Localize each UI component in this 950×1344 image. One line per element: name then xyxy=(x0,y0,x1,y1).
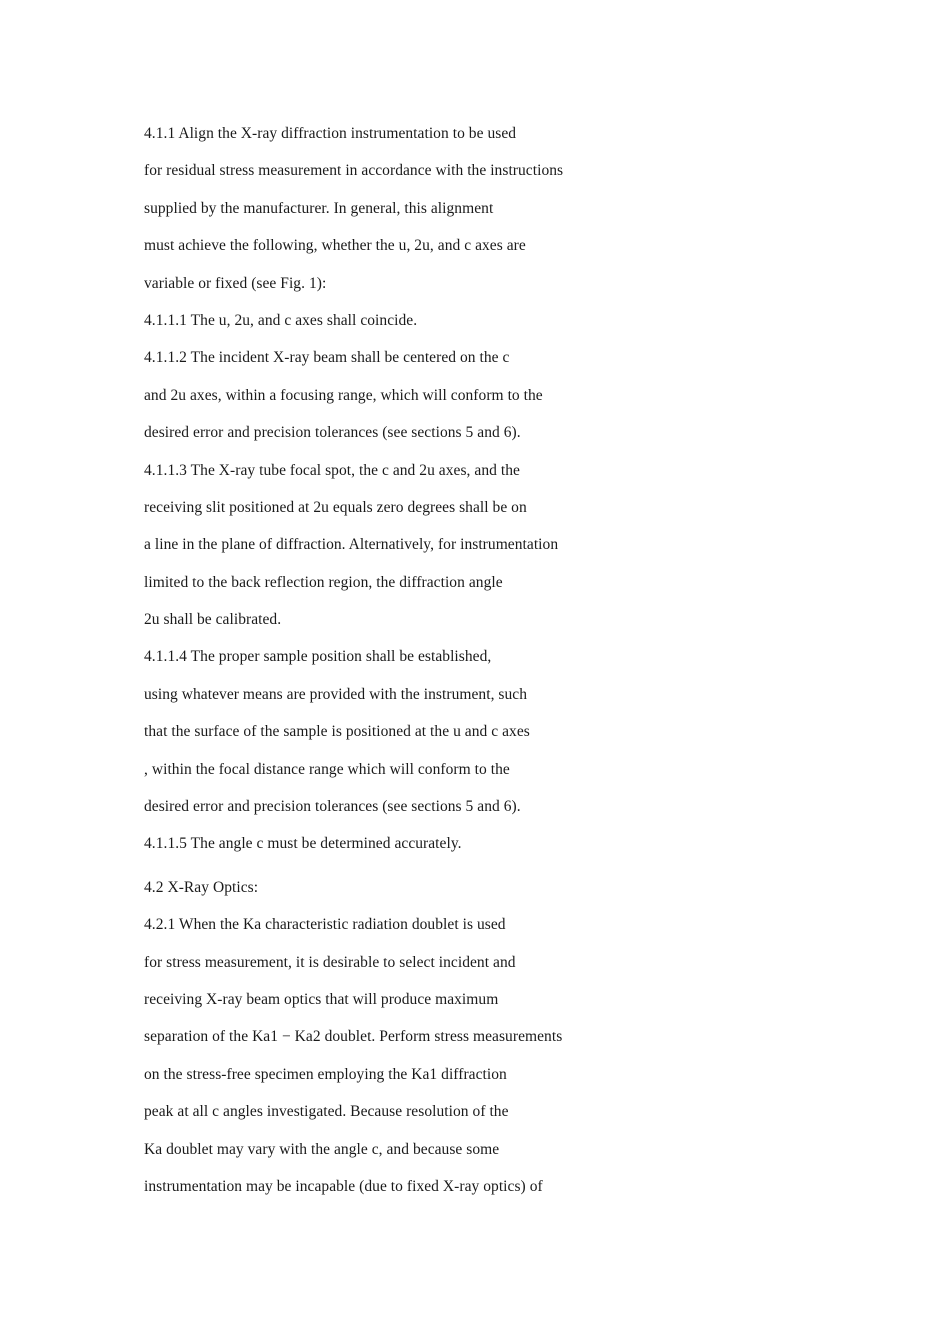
text-line: supplied by the manufacturer. In general, this alignment xyxy=(144,199,494,217)
text-line: Ka doublet may vary with the angle c, and because some xyxy=(144,1140,500,1158)
section-heading: 4.2 X-Ray Optics: xyxy=(144,878,259,896)
text-line: 4.1.1 Align the X-ray diffraction instrumentation to be used xyxy=(144,125,517,142)
text-line: on the stress-free specimen employing the Ka1 diffraction xyxy=(144,1065,507,1083)
text-line: instrumentation may be incapable (due to fixed X-ray optics) of xyxy=(144,1177,543,1195)
body-text xyxy=(144,123,864,1213)
text-line: for stress measurement, it is desirable to select incident and xyxy=(144,953,516,971)
text-line: desired error and precision tolerances (see sections 5 and 6). xyxy=(144,424,521,442)
text-line: receiving slit positioned at 2u equals zero degrees shall be on xyxy=(144,498,527,516)
text-line: 4.1.1.4 The proper sample position shall be established, xyxy=(144,648,492,666)
text-line: variable or fixed (see Fig. 1): xyxy=(144,274,327,292)
text-line: and 2u axes, within a focusing range, which will conform to the xyxy=(144,386,543,404)
text-line: 4.1.1.1 The u, 2u, and c axes shall coincide. xyxy=(144,311,418,329)
text-line: must achieve the following, whether the u, 2u, and c axes are xyxy=(144,237,526,255)
text-line: 4.2.1 When the Ka characteristic radiation doublet is used xyxy=(144,916,506,934)
text-line: desired error and precision tolerances (see sections 5 and 6). xyxy=(144,798,521,816)
text-line: peak at all c angles investigated. Because resolution of the xyxy=(144,1103,509,1121)
text-line: 4.1.1.3 The X-ray tube focal spot, the c and 2u axes, and the xyxy=(144,461,520,479)
text-line: a line in the plane of diffraction. Alternatively, for instrumentation xyxy=(144,536,559,554)
text-line: 2u shall be calibrated. xyxy=(144,611,282,629)
text-line: receiving X-ray beam optics that will produce maximum xyxy=(144,990,499,1008)
text-line: , within the focal distance range which will conform to the xyxy=(144,760,510,778)
text-line: separation of the Ka1 − Ka2 doublet. Perform stress measurements xyxy=(144,1028,563,1046)
text-line: for residual stress measurement in accordance with the instructions xyxy=(144,162,564,180)
text-line: 4.1.1.2 The incident X-ray beam shall be centered on the c xyxy=(144,349,510,367)
text-line: 4.1.1.5 The angle c must be determined accurately. xyxy=(144,835,462,853)
text-line: that the surface of the sample is positioned at the u and c axes xyxy=(144,723,530,741)
text-line: limited to the back reflection region, the diffraction angle xyxy=(144,573,503,591)
text-line: using whatever means are provided with the instrument, such xyxy=(144,685,528,703)
